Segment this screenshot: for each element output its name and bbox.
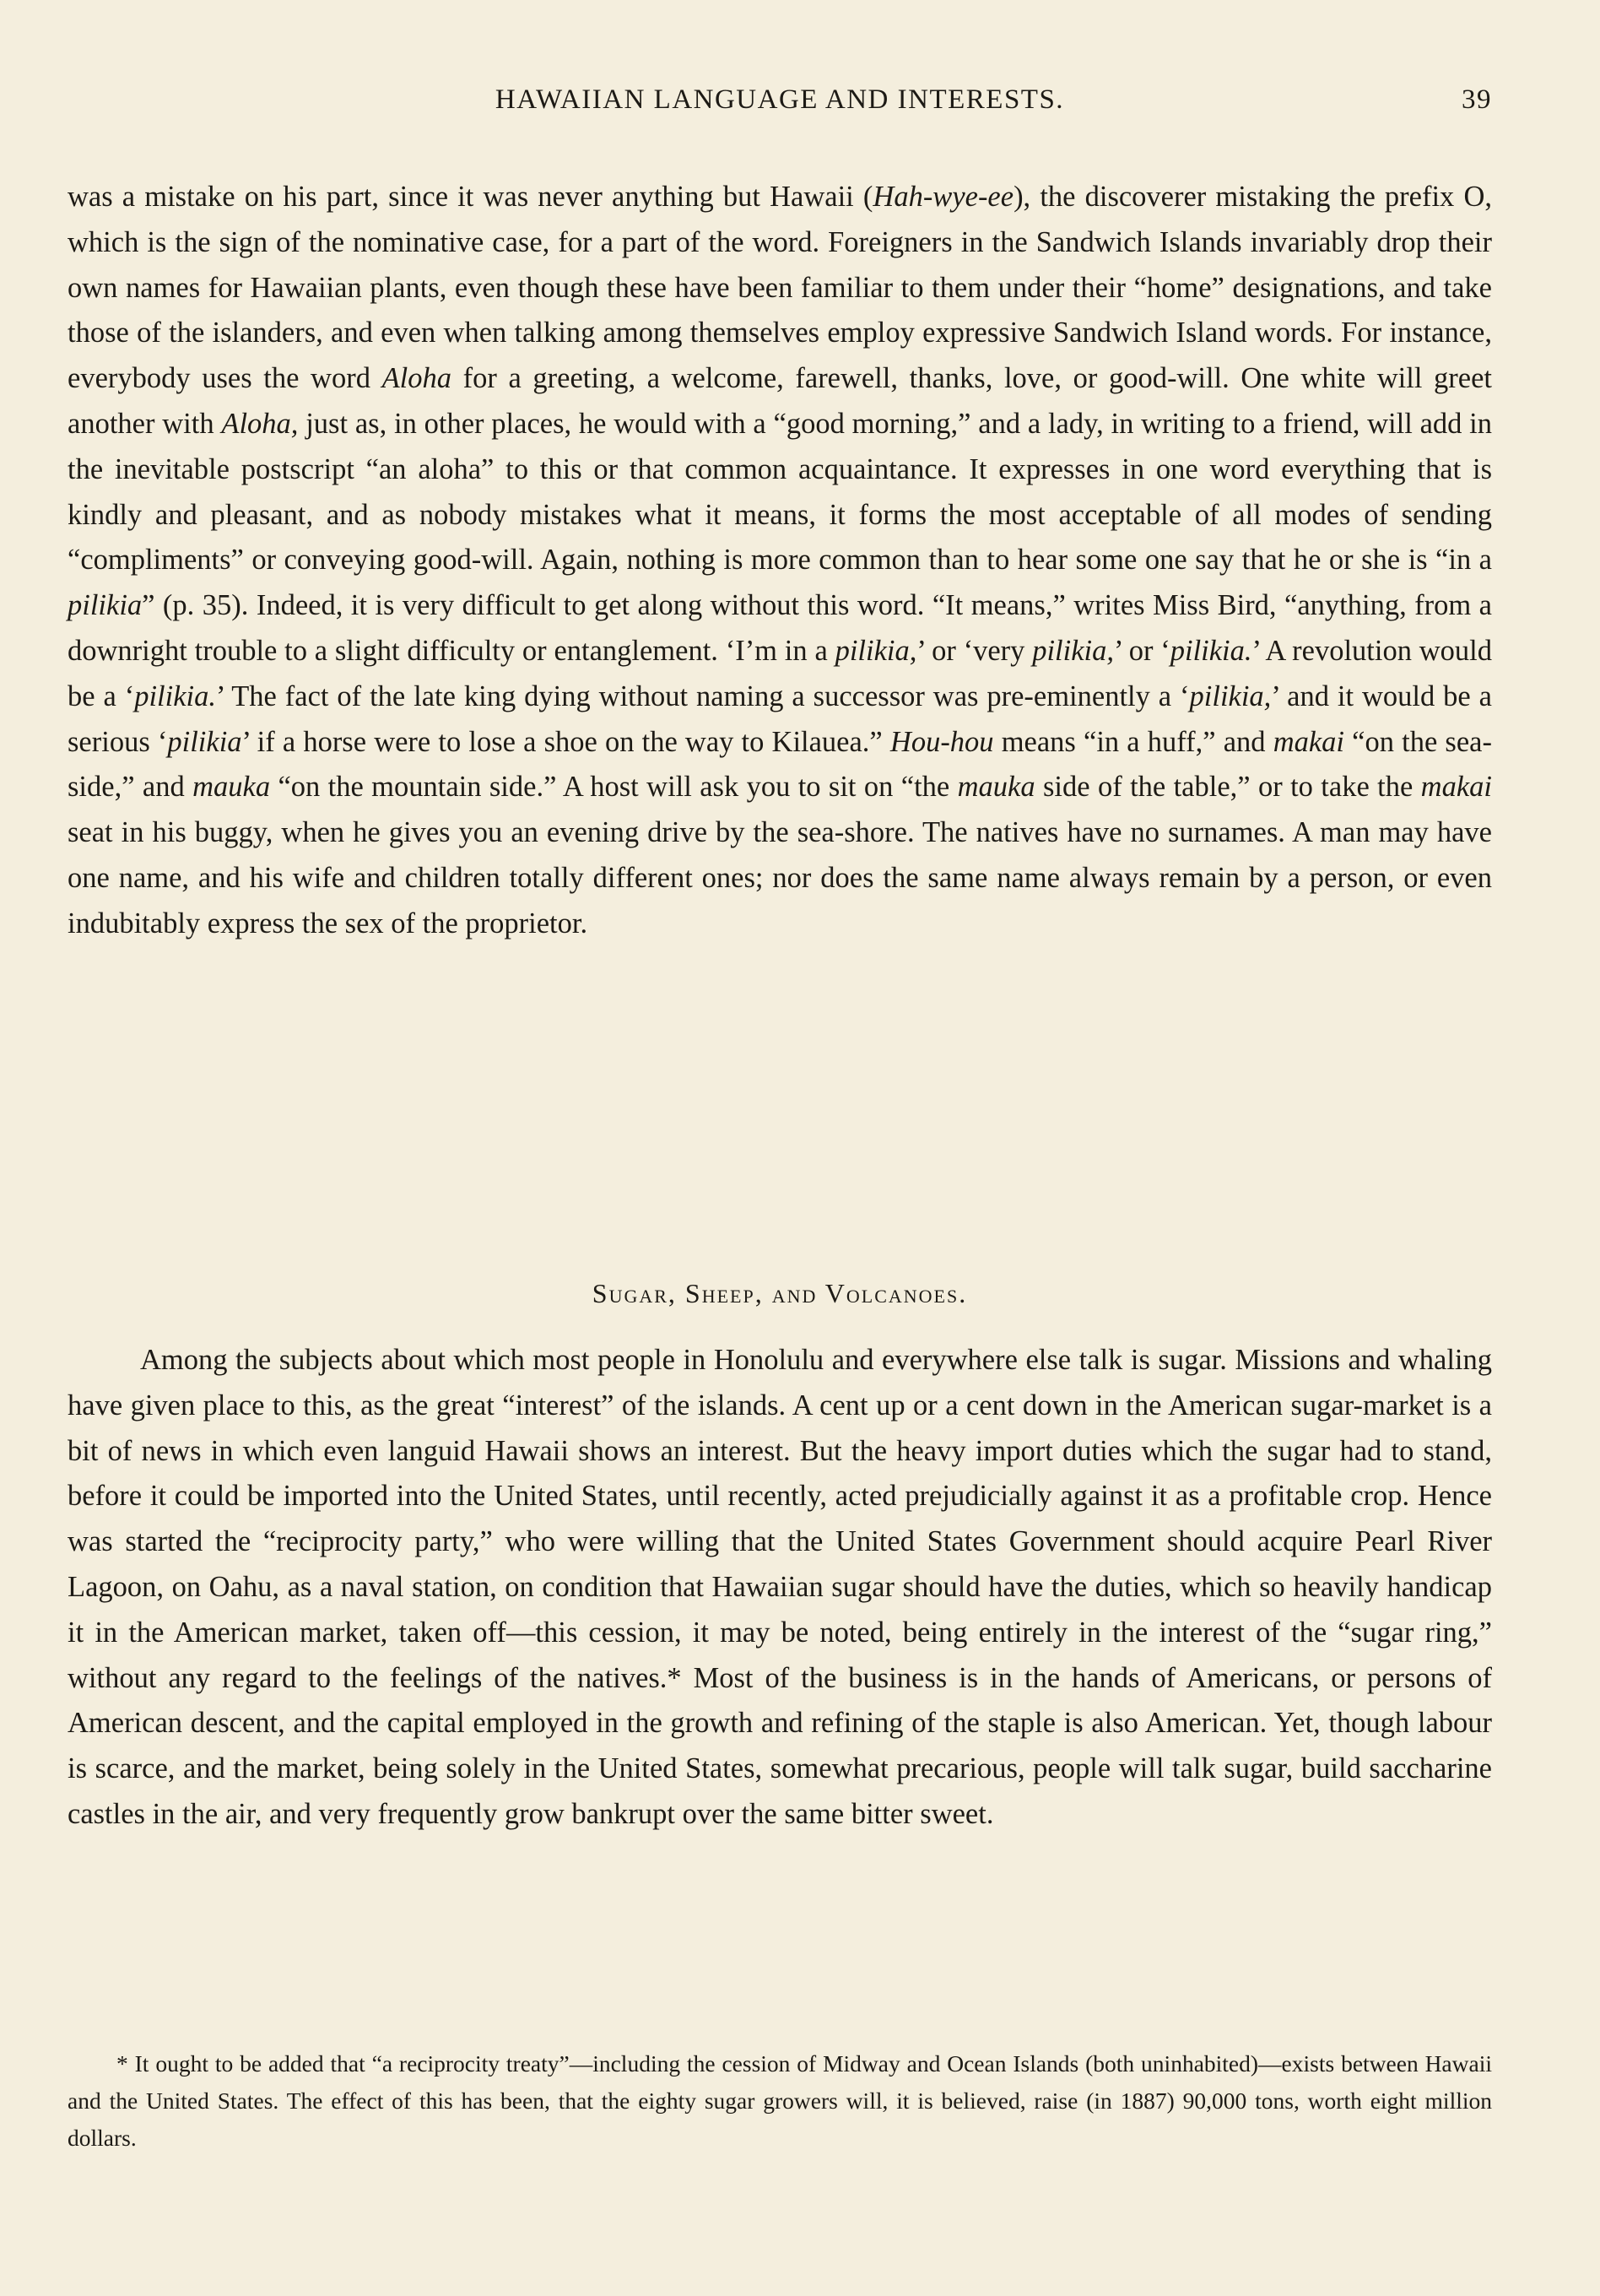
text-run: ’ or ‘very — [916, 634, 1033, 667]
text-run: ), the discoverer mistaking the prefix O, which is the sign of the nominative case, for a part of the word. Foreigners in the Sandwich Islands invariably drop their own names for Hawaiian plants, even though these have been familiar to them under their “home” designations, and take those of the islanders, and even when talking among themselves employ expressive Sandwich Island words. For instance, everybody uses the word — [68, 181, 1492, 395]
section-heading: Sugar, Sheep, and Volcanoes. — [592, 1278, 968, 1308]
italic-word: pilikia, — [835, 634, 917, 667]
italic-word: pilikia. — [134, 680, 216, 712]
text-run: for a greeting, a welcome, farewell, thanks, love, or good-will. One white will greet another with — [68, 362, 1492, 440]
italic-word: mauka — [957, 771, 1035, 804]
text-run: ’ The fact of the late king dying without naming a successor was pre-eminently a ‘ — [216, 680, 1190, 712]
italic-word: pilikia — [167, 725, 242, 758]
text-run: side of the table,” or to take the — [1035, 771, 1421, 804]
text-run: ’ A revolution would be a ‘ — [68, 634, 1492, 712]
italic-word: Aloha — [381, 362, 451, 395]
italic-word: Hou-hou — [889, 725, 994, 758]
italic-word: mauka — [192, 771, 271, 804]
text-run: ’ or ‘ — [1113, 634, 1170, 667]
paragraph-aloha — [68, 175, 1492, 947]
italic-word: pilikia, — [1189, 680, 1272, 712]
text-run: just as, in other places, he would with a “good morning,” and a lady, in writing to a friend, will add in the inevitable postscript “an aloha” to this or that common acquaintance. It expresses in one word everything that is kindly and pleasant, and as nobody mistakes what it means, it forms the most acceptable of all modes of sending “compliments” or conveying good-will. Again, nothing is more common than to hear some one say that he or she is “in a — [68, 407, 1492, 577]
italic-word: Hah-wye-ee — [873, 181, 1014, 213]
text-run: “on the sea-side,” and — [68, 725, 1492, 804]
text-run: ” (p. 35). Indeed, it is very difficult to get along without this word. “It means,” writes Miss Bird, “anything, from a downright trouble to a slight difficulty or entanglement. ‘I’m in a — [68, 589, 1492, 667]
italic-word: pilikia, — [1032, 634, 1114, 667]
text-run: ’ and it would be a serious ‘ — [68, 680, 1492, 758]
italic-word: makai — [1420, 771, 1492, 804]
italic-word: Aloha, — [221, 407, 299, 440]
running-title: HAWAIIAN LANGUAGE AND INTERESTS. — [495, 84, 1065, 115]
text-run: was a mistake on his part, since it was never anything but Hawaii ( — [68, 181, 873, 213]
paragraph-sugar: Among the subjects about which most people in Honolulu and everywhere else talk is sugar. Missions and whaling have given place to this, as the great “interest” of the islands. A cent up or a cent down in the American sugar-market is a bit of news in which even languid Hawaii shows an interest. But the heavy import duties which the sugar had to stand, before it could be imported into the United States, until recently, acted prejudicially against it as a profitable crop. Hence was started the “reciprocity party,” who were willing that the United States Government should acquire Pearl River Lagoon, on Oahu, as a naval station, on condition that Hawaiian sugar should have the duties, which so heavily handicap it in the American market, taken off—this cession, it may be noted, being entirely in the interest of the “sugar ring,” without any regard to the feelings of the natives.* Most of the business is in the hands of Americans, or persons of American descent, and the capital employed in the growth and refining of the staple is also American. Yet, though labour is scarce, and the market, being solely in the United States, somewhat precarious, people will talk sugar, build saccharine castles in the air, and very frequently grow bankrupt over the same bitter sweet. — [68, 1344, 1492, 1830]
italic-word: pilikia. — [1170, 634, 1252, 667]
text-run: “on the mountain side.” A host will ask you to sit on “the — [270, 771, 958, 804]
page-number: 39 — [1462, 84, 1492, 115]
italic-word: makai — [1273, 725, 1345, 758]
footnote: * It ought to be added that “a reciprocity treaty”—including the cession of Midway and Ocean Islands (both uninhabited)—exists between Hawaii and the United States. The effect of this has been, that the eighty sugar growers will, it is believed, raise (in 1887) 90,000 tons, worth eight million dollars. — [68, 2050, 1492, 2151]
running-head — [68, 84, 1492, 127]
italic-word: pilikia — [68, 589, 143, 622]
text-run: ’ if a horse were to lose a shoe on the way to Kilauea.” — [241, 725, 890, 758]
text-run: means “in a huff,” and — [993, 725, 1273, 758]
text-run: seat in his buggy, when he gives you an evening drive by the sea-shore. The natives have no surnames. A man may have one name, and his wife and children totally different ones; nor does the same name always remain by a person, or even indubitably express the sex of the proprietor. — [68, 816, 1492, 940]
